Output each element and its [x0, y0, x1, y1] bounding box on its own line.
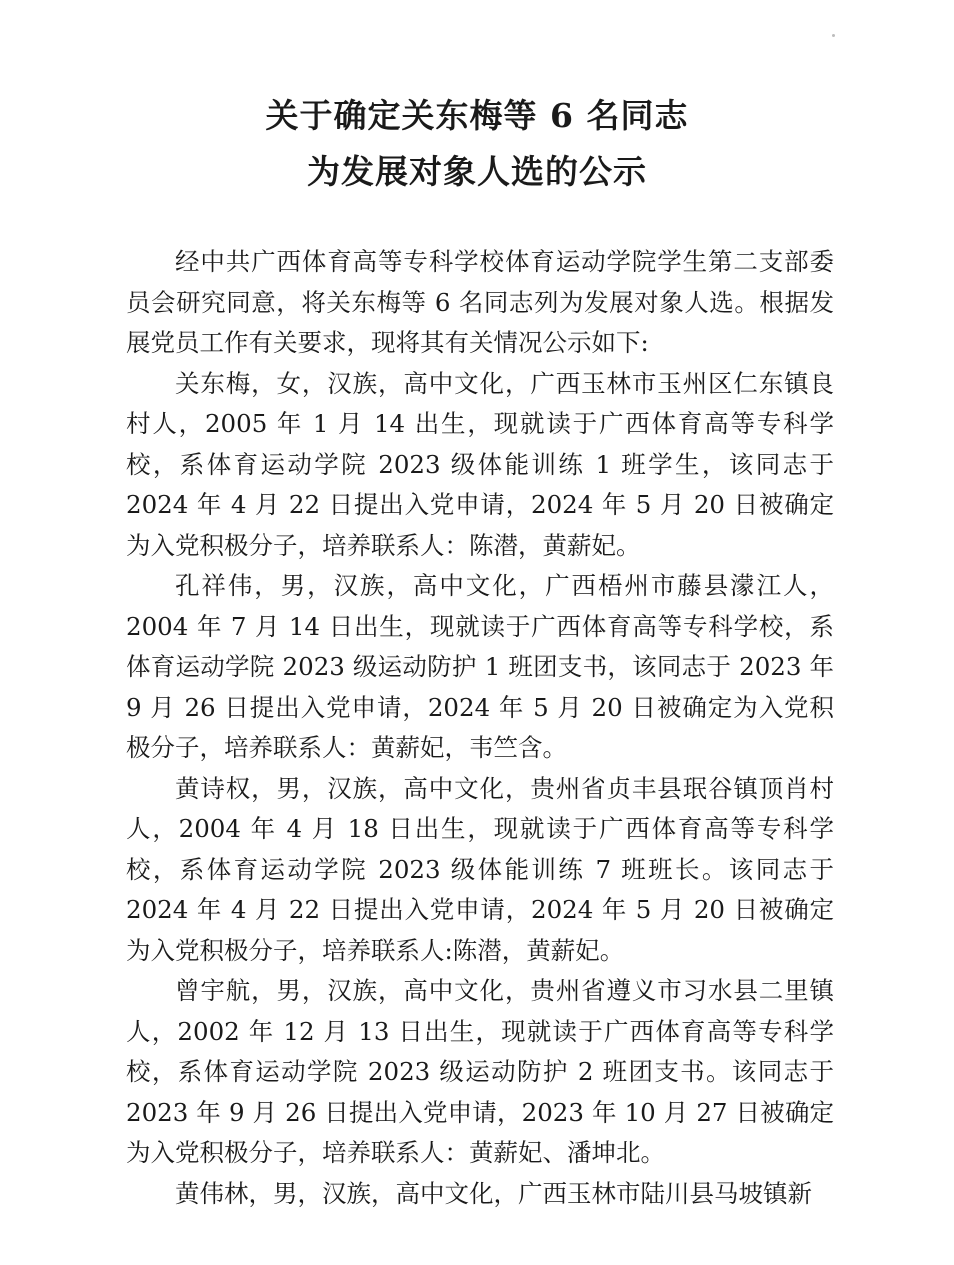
document-title-line-2: 为发展对象人选的公示 — [307, 152, 647, 191]
candidate-paragraph-huang-weilin: 黄伟林，男，汉族，高中文化，广西玉林市陆川县马坡镇新 — [175, 1178, 812, 1208]
document-body — [126, 242, 834, 1214]
intro-paragraph: 经中共广西体育高等专科学校体育运动学院学生第二支部委员会研究同意，将关东梅等 6 名同志列为发展对象人选。根据发展党员工作有关要求，现将其有关情况公示如下: — [126, 247, 834, 357]
candidate-paragraph-kong-xiangwei: 孔祥伟，男，汉族，高中文化，广西梧州市藤县濛江人，2004 年 7 月 14 日出生，现就读于广西体育高等专科学校，系体育运动学院 2023 级运动防护 1 班团支书，该同志于 2023 年 9 月 26 日提出入党申请，2024 年 5 月 20 日被确定为入党积极分子，培养联系人：黄薪妃，韦竺含。 — [126, 571, 834, 762]
candidate-paragraph-zeng-yuhang: 曾宇航，男，汉族，高中文化，贵州省遵义市习水县二里镇人，2002 年 12 月 13 日出生，现就读于广西体育高等专科学校，系体育运动学院 2023 级运动防护 2 班团支书。该同志于 2023 年 9 月 26 日提出入党申请，2023 年 10 月 27 日被确定为入党积极分子，培养联系人：黄薪妃、潘坤北。 — [126, 976, 834, 1167]
document-title-line-1: 关于确定关东梅等 6 名同志 — [265, 96, 689, 135]
candidate-paragraph-huang-shiquan: 黄诗权，男，汉族，高中文化，贵州省贞丰县珉谷镇顶肖村人，2004 年 4 月 18 日出生，现就读于广西体育高等专科学校，系体育运动学院 2023 级体能训练 7 班班长。该同志于 2024 年 4 月 22 日提出入党申请，2024 年 5 月 20 日被确定为入党积极分子，培养联系人:陈潜，黄薪妃。 — [126, 773, 834, 965]
candidate-paragraph-guan-dongmei: 关东梅，女，汉族，高中文化，广西玉林市玉州区仁东镇良村人，2005 年 1 月 14 出生，现就读于广西体育高等专科学校，系体育运动学院 2023 级体能训练 1 班学生，该同志于 2024 年 4 月 22 日提出入党申请，2024 年 5 月 20 日被确定为入党积极分子，培养联系人：陈潜，黄薪妃。 — [126, 368, 834, 560]
scan-speck — [832, 34, 835, 37]
